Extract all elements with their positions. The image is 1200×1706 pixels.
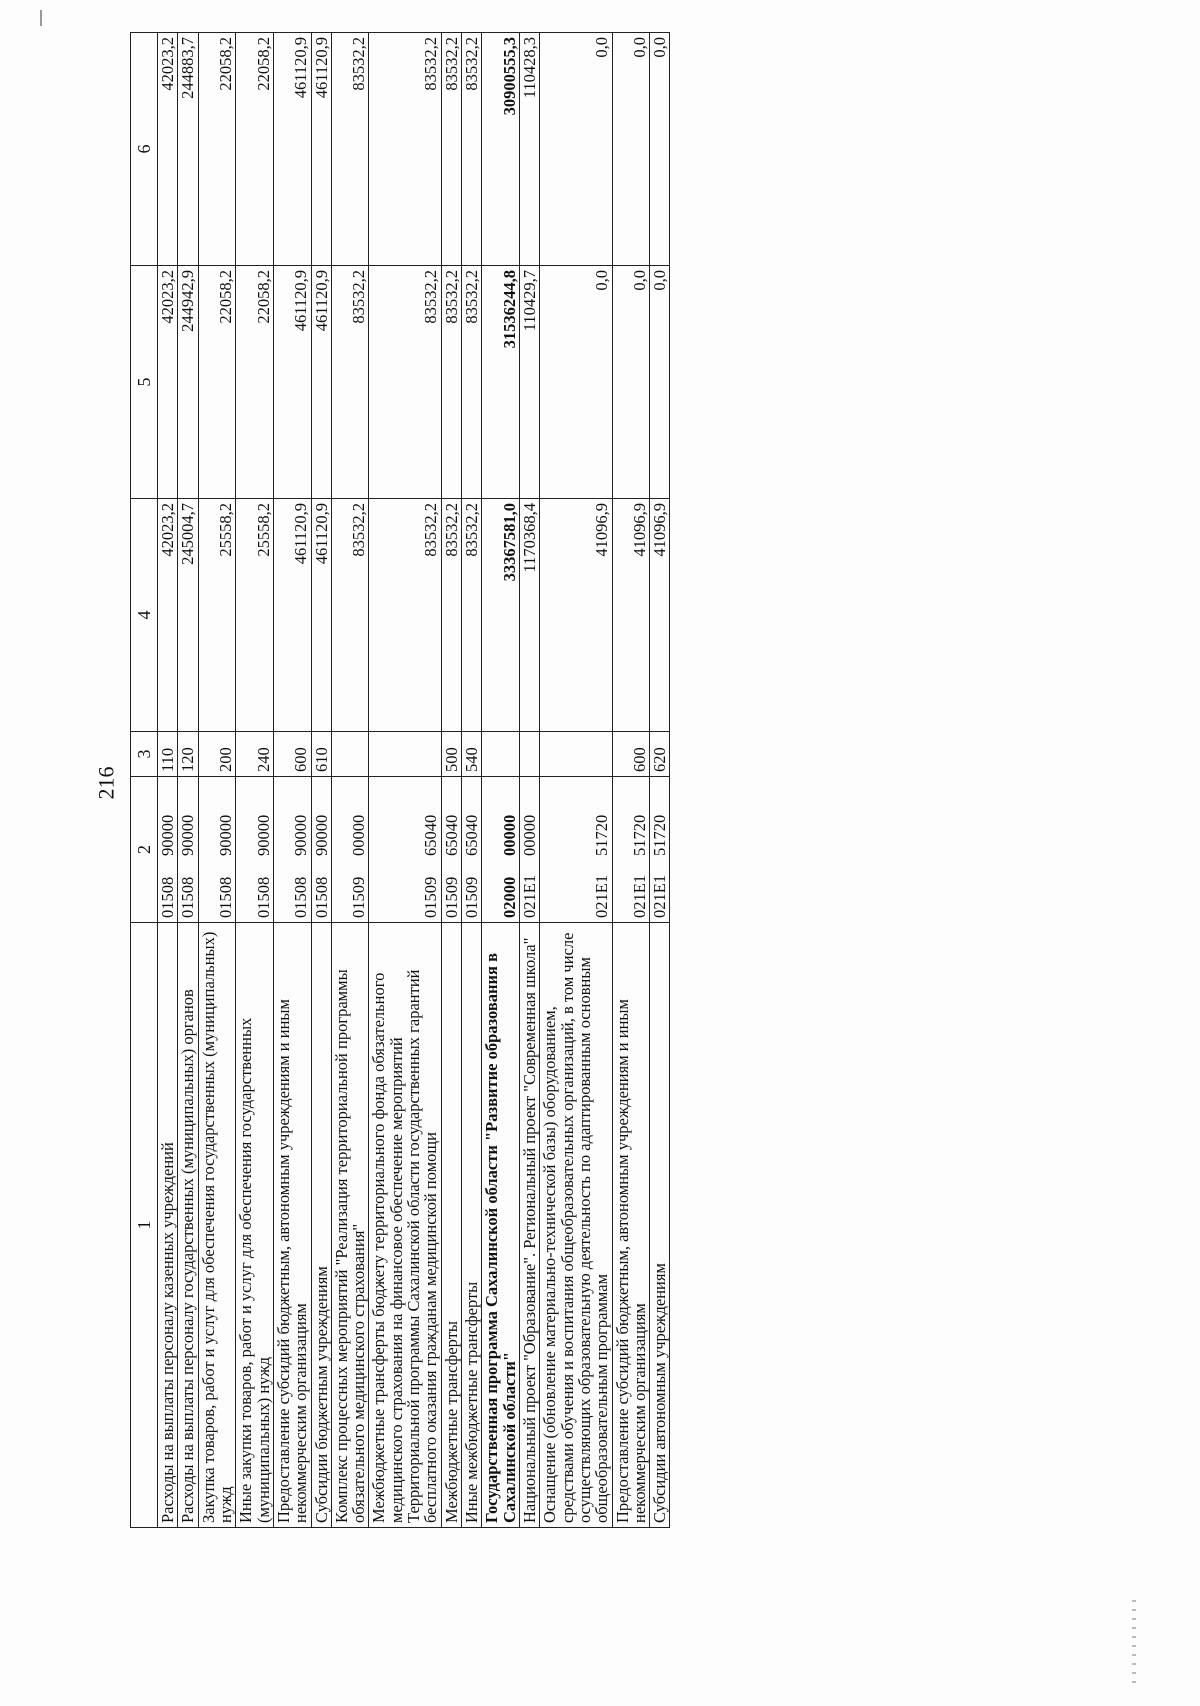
row-value-col6: 83532,2	[462, 33, 482, 266]
row-value-col4: 83532,2	[331, 499, 369, 732]
row-value-col6: 0,0	[612, 33, 650, 266]
row-expense-type: 540	[462, 732, 482, 777]
row-name: Государственная программа Сахалинской области "Развитие образования в Сахалинской области"	[482, 923, 520, 1528]
header-col-3: 3	[131, 732, 158, 777]
row-expense-type: 610	[311, 732, 331, 777]
row-name: Иные закупки товаров, работ и услуг для обеспечения государственных (муниципальных) нужд	[236, 923, 274, 1528]
row-expense-type	[519, 732, 539, 777]
row-expense-type: 120	[178, 732, 198, 777]
row-value-col6: 110428,3	[519, 33, 539, 266]
row-name: Иные межбюджетные трансферты	[462, 923, 482, 1528]
row-value-col4: 83532,2	[441, 499, 461, 732]
row-expense-type	[369, 732, 441, 777]
row-value-col5: 244942,9	[178, 266, 198, 499]
row-code-program: 021E1	[519, 874, 539, 918]
row-code-program: 01509	[441, 876, 461, 918]
row-value-col4: 83532,2	[462, 499, 482, 732]
row-value-col5: 461120,9	[311, 266, 331, 499]
row-code	[519, 777, 539, 923]
row-expense-type	[482, 732, 520, 777]
row-value-col5: 83532,2	[462, 266, 482, 499]
row-value-col4: 461120,9	[311, 499, 331, 732]
row-code-program: 01508	[291, 876, 311, 918]
row-value-col4: 25558,2	[236, 499, 274, 732]
table-row	[331, 33, 369, 1528]
row-code-direction: 90000	[291, 814, 311, 856]
row-value-col4: 245004,7	[178, 499, 198, 732]
row-value-col6: 83532,2	[441, 33, 461, 266]
row-code-direction: 51720	[629, 814, 649, 856]
row-name: Предоставление субсидий бюджетным, автономным учреждениям и иным некоммерческим организациям	[273, 923, 311, 1528]
row-expense-type: 600	[273, 732, 311, 777]
row-code-direction: 51720	[650, 814, 670, 856]
row-value-col6: 83532,2	[369, 33, 441, 266]
row-expense-type	[540, 732, 612, 777]
row-value-col5: 461120,9	[273, 266, 311, 499]
row-value-col6: 461120,9	[311, 33, 331, 266]
row-code-direction: 90000	[178, 814, 198, 856]
row-value-col6: 22058,2	[236, 33, 274, 266]
row-value-col6: 0,0	[540, 33, 612, 266]
row-expense-type: 200	[198, 732, 236, 777]
row-name: Закупка товаров, работ и услуг для обеспечения государственных (муниципальных) нужд	[198, 923, 236, 1528]
row-name: Национальный проект "Образование". Региональный проект "Современная школа"	[519, 923, 539, 1528]
header-col-6: 6	[131, 33, 158, 266]
row-value-col5: 83532,2	[369, 266, 441, 499]
budget-table	[130, 32, 670, 1528]
row-code-direction: 90000	[215, 814, 235, 856]
row-value-col4: 83532,2	[369, 499, 441, 732]
table-row	[612, 33, 650, 1528]
row-code	[612, 777, 650, 923]
header-col-1: 1	[131, 923, 158, 1528]
rotated-page-content	[130, 33, 670, 1528]
row-code-program: 01509	[349, 876, 369, 918]
row-code-program: 01508	[253, 876, 273, 918]
row-name: Межбюджетные трансферты бюджету территориального фонда обязательного медицинского страхования на финансовое обеспечение мероприятий Территориальной программы Сахалинской области государственных гарантий бесплатного оказания гражданам медицинской помощи	[369, 923, 441, 1528]
row-value-col6: 22058,2	[198, 33, 236, 266]
row-code-program: 01508	[178, 876, 198, 918]
row-value-col5: 0,0	[650, 266, 670, 499]
table-row	[519, 33, 539, 1528]
row-code-program: 021E1	[650, 874, 670, 918]
header-row	[131, 33, 158, 1528]
row-name: Оснащение (обновление материально-технической базы) оборудованием, средствами обучения и воспитания общеобразовательных организаций, в том числе осуществляющих образовательную деятельность по адаптированным основным общеобразовательным программам	[540, 923, 612, 1528]
row-value-col4: 461120,9	[273, 499, 311, 732]
row-expense-type: 500	[441, 732, 461, 777]
table-body	[158, 33, 670, 1528]
row-value-col4: 25558,2	[198, 499, 236, 732]
row-code-direction: 65040	[421, 814, 441, 856]
row-name: Комплекс процессных мероприятий "Реализация территориальной программы обязательного медицинского страхования"	[331, 923, 369, 1528]
row-value-col5: 22058,2	[236, 266, 274, 499]
row-value-col4: 1170368,4	[519, 499, 539, 732]
row-code-direction: 65040	[441, 814, 461, 856]
row-code-program: 01509	[462, 876, 481, 918]
row-value-col4: 41096,9	[612, 499, 650, 732]
row-code	[650, 777, 670, 923]
table-row	[158, 33, 178, 1528]
table-row	[441, 33, 461, 1528]
row-value-col5: 0,0	[540, 266, 612, 499]
scan-specks	[1132, 1600, 1136, 1690]
row-code-direction: 00000	[499, 814, 519, 856]
row-code	[178, 777, 198, 923]
row-expense-type: 600	[612, 732, 650, 777]
header-col-4: 4	[131, 499, 158, 732]
row-value-col5: 42023,2	[158, 266, 178, 499]
row-expense-type: 240	[236, 732, 274, 777]
row-expense-type	[331, 732, 369, 777]
row-code-program: 01509	[421, 876, 441, 918]
row-code-program: 02000	[499, 876, 519, 918]
row-expense-type: 110	[158, 732, 178, 777]
row-code	[273, 777, 311, 923]
row-value-col6: 42023,2	[158, 33, 178, 266]
row-code	[441, 777, 461, 923]
row-value-col5: 83532,2	[441, 266, 461, 499]
row-value-col5: 83532,2	[331, 266, 369, 499]
row-code-direction: 90000	[311, 814, 331, 856]
row-value-col6: 0,0	[650, 33, 670, 266]
row-name: Расходы на выплаты персоналу государственных (муниципальных) органов	[178, 923, 198, 1528]
row-code-direction: 90000	[158, 814, 177, 856]
row-code	[482, 777, 520, 923]
row-value-col4: 41096,9	[540, 499, 612, 732]
row-code	[236, 777, 274, 923]
table-row	[650, 33, 670, 1528]
row-code-direction: 65040	[462, 814, 481, 856]
row-name: Субсидии бюджетным учреждениям	[311, 923, 331, 1528]
table-row	[482, 33, 520, 1528]
row-code-direction: 00000	[519, 814, 539, 856]
row-value-col5: 0,0	[612, 266, 650, 499]
row-code-program: 01508	[311, 876, 331, 918]
row-code	[331, 777, 369, 923]
row-code-program: 01508	[215, 876, 235, 918]
page-number: 216	[93, 766, 119, 800]
row-value-col6: 83532,2	[331, 33, 369, 266]
row-code-program: 01508	[158, 876, 177, 918]
table-row	[178, 33, 198, 1528]
row-value-col6: 30900555,3	[482, 33, 520, 266]
table-row	[369, 33, 441, 1528]
row-code-direction: 90000	[253, 814, 273, 856]
row-code-direction: 51720	[592, 814, 612, 856]
row-name: Субсидии автономным учреждениям	[650, 923, 670, 1528]
row-name: Предоставление субсидий бюджетным, автономным учреждениям и иным некоммерческим организациям	[612, 923, 650, 1528]
row-code	[158, 777, 178, 923]
row-value-col6: 461120,9	[273, 33, 311, 266]
scan-mark	[40, 10, 42, 26]
row-value-col5: 22058,2	[198, 266, 236, 499]
table-row	[236, 33, 274, 1528]
table-row	[462, 33, 482, 1528]
row-name: Расходы на выплаты персоналу казенных учреждений	[158, 923, 178, 1528]
row-value-col5: 31536244,8	[482, 266, 520, 499]
row-code	[462, 777, 482, 923]
row-code	[198, 777, 236, 923]
table-row	[198, 33, 236, 1528]
table-row	[273, 33, 311, 1528]
row-value-col6: 244883,7	[178, 33, 198, 266]
row-code	[369, 777, 441, 923]
row-expense-type: 620	[650, 732, 670, 777]
row-code	[540, 777, 612, 923]
row-name: Межбюджетные трансферты	[441, 923, 461, 1528]
row-value-col5: 110429,7	[519, 266, 539, 499]
row-value-col4: 33367581,0	[482, 499, 520, 732]
header-col-2: 2	[131, 777, 158, 923]
table-row	[311, 33, 331, 1528]
row-value-col4: 42023,2	[158, 499, 178, 732]
row-code-program: 021E1	[592, 874, 612, 918]
table-row	[540, 33, 612, 1528]
row-code-direction: 00000	[349, 814, 369, 856]
row-code-program: 021E1	[629, 874, 649, 918]
header-col-5: 5	[131, 266, 158, 499]
row-value-col4: 41096,9	[650, 499, 670, 732]
row-code	[311, 777, 331, 923]
